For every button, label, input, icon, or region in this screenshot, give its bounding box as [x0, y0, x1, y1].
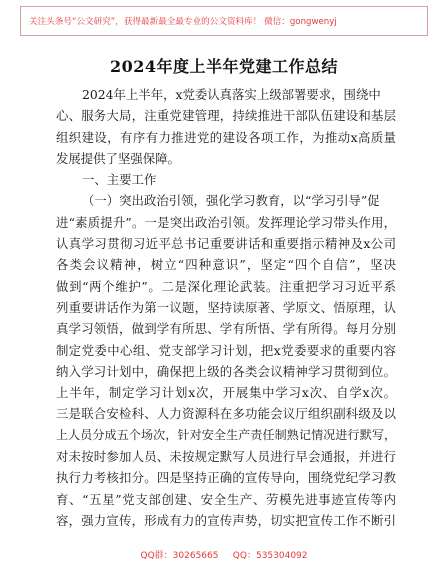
body-line: 对未按时参加人员、未按规定默写人员进行早会通报，并进行 — [56, 449, 396, 465]
body-line: 纳入学习计划中，确保把上级的各类会议精神学习贯彻到位。 — [56, 363, 396, 379]
body-line: 做到“两个维护”。二是深化理论武装。注重把学习习近平系 — [56, 278, 396, 294]
body-line: 各类会议精神，树立“四种意识”，坚定“四个自信”，坚决 — [56, 257, 396, 273]
footer-qq: QQ：535304092 — [232, 551, 308, 561]
promo-banner — [20, 6, 428, 36]
body-line: （一）突出政治引领，强化学习教育，以“学习引导”促 — [82, 193, 380, 209]
body-line: 认真学习贯彻习近平总书记重要讲话和重要指示精神及x公司 — [56, 236, 396, 252]
body-line: 制定党委中心组、党支部学习计划，把x党委要求的重要内容 — [56, 342, 396, 358]
body-line: 心、服务大局，注重党建管理，持续推进干部队伍建设和基层 — [56, 108, 396, 124]
body-line: 组织建设，有序有力推进党的建设各项工作，为推动x高质量 — [56, 129, 396, 145]
body-line: 三是联合安检科、人力资源科在多功能会议厅组织副科级及以 — [56, 406, 396, 422]
body-line: 育、“五星”党支部创建、安全生产、劳模先进事迹宣传等内 — [56, 491, 396, 507]
footer-qq-group: QQ群：30265665 — [140, 551, 219, 561]
body-line: 上半年，制定学习计划x次，开展集中学习x次、自学x次。 — [56, 385, 396, 401]
body-line: 一、主要工作 — [82, 172, 157, 188]
body-line: 2024年上半年，x党委认真落实上级部署要求，围绕中 — [82, 87, 381, 102]
document-body — [56, 84, 396, 531]
body-line: 列重要讲话作为第一议题，坚持读原著、学原文、悟原理，认 — [56, 299, 396, 315]
footer-contacts — [0, 548, 448, 561]
body-line: 真学习领悟，做到学有所思、学有所悟、学有所得。每月分别 — [56, 321, 396, 337]
promo-banner-text: 关注头条号“公文研究”，获得最新最全最专业的公文资料库！ 微信：gongwenyj — [29, 17, 337, 27]
body-line: 执行力考核扣分。四是坚持正确的宣传导向，围绕党纪学习教 — [56, 470, 396, 486]
body-line: 进“素质提升”。一是突出政治引领。发挥理论学习带头作用， — [56, 214, 396, 230]
document-title: 2024年度上半年党建工作总结 — [109, 57, 339, 76]
body-line: 容，强力宣传，形成有力的宣传声势，切实把宣传工作不断引 — [56, 512, 396, 528]
body-line: 上人员分成五个场次，针对安全生产责任制熟记情况进行默写， — [56, 427, 396, 442]
body-line: 发展提供了坚强保障。 — [56, 150, 180, 166]
